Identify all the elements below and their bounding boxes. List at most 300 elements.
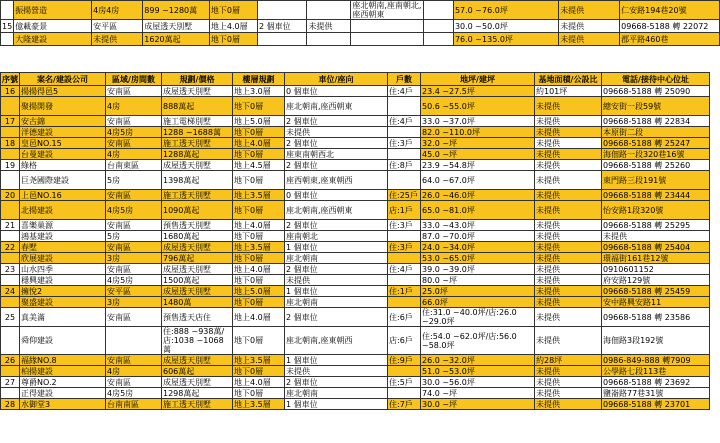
table-cell [424, 20, 454, 33]
table-cell: 23.4 ~27.5坪 [421, 86, 535, 97]
table-cell: 地上4.0層 [233, 308, 285, 327]
table-cell: 住:5戶 [388, 377, 421, 388]
table-cell: 3房 [106, 297, 162, 308]
table-cell: 北揚建設 [20, 201, 106, 220]
column-header: 區域/房間數 [106, 73, 162, 86]
table-cell: 正得建設 [20, 388, 106, 399]
table-cell: 住:25戶 [388, 190, 421, 201]
table-cell: 57.0 ~76.0坪 [453, 1, 558, 20]
table-cell: 33.0 ~37.0坪 [421, 116, 535, 127]
table-cell: 地下0層 [233, 275, 285, 286]
table-cell [106, 327, 162, 355]
table-cell: 地上4.5層 [233, 160, 285, 171]
table-cell: 1090萬起 [162, 201, 233, 220]
table-cell: 成屋透天別墅 [162, 286, 233, 297]
table-cell [351, 33, 424, 46]
table-cell: 地上3.5層 [233, 399, 285, 410]
table-header-row [1, 73, 710, 86]
table-cell: 15 [2, 21, 13, 31]
column-header: 電話/接待中心位址 [602, 73, 710, 86]
table-cell: 住:7戶 [388, 399, 421, 410]
table-cell [1, 231, 20, 242]
table-cell: 未提供 [535, 388, 602, 399]
table-cell: 18 [1, 138, 20, 149]
table-cell: 09668-5188 轉 25247 [602, 138, 710, 149]
table-cell [351, 20, 424, 33]
table-cell: 喜樂巢源 [20, 220, 106, 231]
table-row [1, 399, 710, 410]
table-cell: 仁安路194巷20號 [620, 1, 720, 20]
table-cell: 海佃路3段192號 [602, 327, 710, 355]
table-cell: 1298萬起 [162, 388, 233, 399]
table-cell: 施工透天別墅 [162, 138, 233, 149]
listing-table [0, 72, 710, 410]
table-cell [257, 1, 306, 20]
table-cell: 怡安路1段320號 [602, 201, 710, 220]
table-cell [1, 275, 20, 286]
table-cell: 未提供 [285, 275, 388, 286]
table-cell: 地上3.5層 [233, 355, 285, 366]
table-cell: 聚盛建設 [20, 297, 106, 308]
table-cell: 地下0層 [209, 1, 257, 20]
table-cell: 座東南朝西北 [285, 149, 388, 160]
table-cell: 地上3.5層 [233, 190, 285, 201]
table-cell: 未提供 [559, 20, 620, 33]
column-header: 案名/建設公司 [20, 73, 106, 86]
table-cell [388, 297, 421, 308]
table-cell: 安古錦 [20, 116, 106, 127]
column-header: 規劃/價格 [162, 73, 233, 86]
table-cell: 未提供 [535, 138, 602, 149]
table-cell: 住:6戶 [388, 308, 421, 327]
table-cell [1, 388, 20, 399]
table-cell: 大隆建設 [14, 33, 92, 46]
table-cell: 預售透天別墅 [162, 220, 233, 231]
table-row [1, 388, 710, 399]
table-cell: 地下0層 [233, 231, 285, 242]
table-cell: 地上4.0層 [233, 264, 285, 275]
table-cell: 22 [1, 242, 20, 253]
column-header: 樓層規劃 [233, 73, 285, 86]
table-cell: 5房 [106, 231, 162, 242]
table-row [1, 201, 710, 220]
table-cell [1, 127, 20, 138]
table-cell: 4房5房 [106, 275, 162, 286]
table-cell: 安南區 [106, 220, 162, 231]
table-row [1, 1, 720, 20]
table-cell: 09668-5188 轉 25295 [602, 220, 710, 231]
table-cell: 未提供 [535, 327, 602, 355]
table-cell [424, 1, 454, 20]
table-cell: 未提供 [559, 1, 620, 20]
table-cell: 未提供 [285, 127, 388, 138]
table-cell: 0 個車位 [285, 190, 388, 201]
table-row [1, 86, 710, 97]
table-cell [388, 127, 421, 138]
table-cell: 座西朝東,座東朝西 [285, 171, 388, 190]
table-cell [388, 171, 421, 190]
table-cell: 2 個車位 [285, 160, 388, 171]
table-cell: 未提供 [535, 264, 602, 275]
table-cell: 09668-5188 轉 25404 [602, 242, 710, 253]
table-cell: 26 [1, 355, 20, 366]
table-cell: 穩興建設 [20, 275, 106, 286]
table-cell: 上邑NO.16 [20, 190, 106, 201]
table-row [1, 20, 720, 33]
table-cell [1, 366, 20, 377]
table-cell: 25 [1, 308, 20, 327]
table-row [1, 149, 710, 160]
table-cell: 30.0 ~坪 [421, 399, 535, 410]
column-header: 基地面積/公設比 [535, 73, 602, 86]
top-partial-table [0, 0, 720, 46]
table-cell: 聚揚開發 [20, 97, 106, 116]
table-cell [388, 366, 421, 377]
table-cell: 舜仰建設 [20, 327, 106, 355]
table-cell: 1680萬起 [162, 231, 233, 242]
table-cell: 未提供 [307, 20, 351, 33]
table-cell: 未提供 [535, 253, 602, 264]
table-cell: 未提供 [535, 160, 602, 171]
table-cell: 成屋透天別墅 [143, 20, 210, 33]
table-cell: 安南區 [106, 138, 162, 149]
table-cell: 揚揚得邑5 [20, 86, 106, 97]
table-cell: 座北朝南,座西朝東 [285, 97, 388, 116]
table-cell: 未提供 [285, 366, 388, 377]
table-row [1, 366, 710, 377]
table-cell: 26.0 ~32.0坪 [421, 355, 535, 366]
table-cell: 74.0 ~坪 [421, 388, 535, 399]
table-row [1, 160, 710, 171]
table-cell: 19 [1, 160, 20, 171]
table-cell: 安南區 [106, 190, 162, 201]
table-cell: 53.0 ~65.0坪 [421, 253, 535, 264]
table-cell: 安南區 [106, 86, 162, 97]
column-header: 序號 [2, 74, 18, 84]
table-cell: 21 [1, 220, 20, 231]
table-cell: 府安路129號 [602, 275, 710, 286]
table-cell: 地下0層 [233, 297, 285, 308]
table-cell [388, 275, 421, 286]
table-row [1, 308, 710, 327]
table-cell [388, 97, 421, 116]
table-cell: 地下0層 [233, 149, 285, 160]
table-cell: 東門路三段191號 [602, 171, 710, 190]
table-cell: 2 個車位 [285, 377, 388, 388]
table-cell: 本原街二段 [602, 127, 710, 138]
table-cell: 山水四季 [20, 264, 106, 275]
table-cell: 地下0層 [209, 33, 257, 46]
table-cell: 4房5房 [106, 127, 162, 138]
table-cell: 606萬起 [162, 366, 233, 377]
table-cell: 地上3.5層 [233, 242, 285, 253]
table-cell: 成屋透天別墅 [162, 264, 233, 275]
column-header: 戶數 [388, 73, 421, 86]
table-cell [1, 171, 20, 190]
table-cell: 安南區 [106, 308, 162, 327]
table-cell: 未提供 [535, 308, 602, 327]
table-cell: 皇邑NO.15 [20, 138, 106, 149]
table-cell: 地下0層 [233, 127, 285, 138]
table-cell: 振揚營造 [14, 1, 92, 20]
table-cell: 台南南區 [106, 399, 162, 410]
table-cell: 64.0 ~67.0坪 [421, 171, 535, 190]
table-cell: 地下0層 [233, 388, 285, 399]
table-cell: 未提供 [559, 33, 620, 46]
table-cell: 2 個車位 [257, 20, 306, 33]
table-cell: 4房 [106, 97, 162, 116]
table-cell [388, 388, 421, 399]
table-cell: 80.0 ~坪 [421, 275, 535, 286]
table-cell: 安南區 [106, 355, 162, 366]
table-cell: 45.0 ~坪 [421, 149, 535, 160]
table-cell: 安南區 [106, 116, 162, 127]
table-row [1, 264, 710, 275]
table-cell: 24.0 ~34.0坪 [421, 242, 535, 253]
table-cell: 39.0 ~39.0坪 [421, 264, 535, 275]
table-cell: 未提供 [535, 286, 602, 297]
table-row [1, 355, 710, 366]
table-cell: 環福街161巷12號 [602, 253, 710, 264]
table-cell [424, 33, 454, 46]
table-cell: 座北朝南 [285, 388, 388, 399]
table-cell: 地上5.0層 [233, 116, 285, 127]
table-row [1, 190, 710, 201]
table-cell: 施工透天別墅 [162, 190, 233, 201]
table-cell: 綠格 [20, 160, 106, 171]
table-cell: 23 [1, 264, 20, 275]
table-cell [1, 149, 20, 160]
table-cell [1, 201, 20, 220]
table-cell: 2 個車位 [285, 138, 388, 149]
table-cell: 09668-5188 轉 25459 [602, 286, 710, 297]
table-cell: 地下0層 [233, 253, 285, 264]
table-cell: 未提供 [535, 275, 602, 286]
table-cell: 住:4戶 [388, 86, 421, 97]
table-cell: 地下0層 [233, 201, 285, 220]
table-cell: 20 [1, 190, 20, 201]
table-cell: 4房4房 [92, 1, 143, 20]
table-row [1, 171, 710, 190]
table-cell: 87.0 ~70.0坪 [421, 231, 535, 242]
table-row [1, 275, 710, 286]
table-cell: 1480萬 [162, 297, 233, 308]
table-cell: 50.6 ~55.0坪 [421, 97, 535, 116]
table-cell: 09668-5188 轉 22834 [602, 116, 710, 127]
table-cell: 住:8戶 [388, 160, 421, 171]
table-cell: 888萬起 [162, 97, 233, 116]
table-cell: 3房 [106, 253, 162, 264]
table-row [1, 97, 710, 116]
table-cell: 未提供 [602, 231, 710, 242]
table-cell: 住:1戶 [388, 286, 421, 297]
table-cell: 1500萬起 [162, 275, 233, 286]
table-cell: 擁悅2 [20, 286, 106, 297]
table-cell: 未提供 [535, 201, 602, 220]
table-cell [257, 33, 306, 46]
table-cell [1, 97, 20, 116]
table-cell: 26.0 ~46.0坪 [421, 190, 535, 201]
table-cell [307, 33, 351, 46]
table-cell: 安南區 [106, 264, 162, 275]
table-cell: 地上4.0層 [233, 220, 285, 231]
table-cell: 住:4戶 [388, 116, 421, 127]
table-cell: 09668-5188 轉 25260 [602, 160, 710, 171]
table-cell: 0986-849-888 轉7909 [602, 355, 710, 366]
table-cell: 1398萬起 [162, 171, 233, 190]
table-cell [1, 297, 20, 308]
table-cell: 柏揚建設 [20, 366, 106, 377]
table-cell: 安南區 [106, 242, 162, 253]
column-header: 車位/座向 [285, 73, 388, 86]
table-cell: 住:54.0 ~62.0坪/店:56.0 ~58.0坪 [421, 327, 535, 355]
table-cell: 未提供 [535, 127, 602, 138]
table-cell: 郡平路460巷 [620, 33, 720, 46]
table-cell: 欣展建設 [20, 253, 106, 264]
table-cell: 台曼建設 [20, 149, 106, 160]
table-cell [307, 1, 351, 20]
table-cell: 億載豪景 [14, 20, 92, 33]
table-cell [388, 231, 421, 242]
table-cell: 成屋透天別墅 [162, 242, 233, 253]
table-cell: 安中路興安路11 [602, 297, 710, 308]
table-cell: 安平區 [106, 286, 162, 297]
table-cell: 地下0層 [233, 171, 285, 190]
table-row [1, 297, 710, 308]
table-cell: 巨尧國際建設 [20, 171, 106, 190]
table-cell: 地上4.0層 [233, 377, 285, 388]
table-cell: 住:3戶 [388, 220, 421, 231]
table-cell: 796萬起 [162, 253, 233, 264]
table-cell: 51.0 ~53.0坪 [421, 366, 535, 377]
table-cell: 27 [1, 377, 20, 388]
table-cell: 鴻基建設 [20, 231, 106, 242]
table-cell: 住:4戶 [388, 264, 421, 275]
table-cell: 未提供 [535, 377, 602, 388]
table-cell: 4房5房 [106, 388, 162, 399]
table-cell: 28 [1, 399, 20, 410]
table-cell: 未提供 [535, 97, 602, 116]
table-cell: 地上3.0層 [233, 86, 285, 97]
table-cell: 座北朝南,座東朝西 [285, 327, 388, 355]
table-row [1, 253, 710, 264]
table-cell: 16 [1, 86, 20, 97]
table-cell: 2 個車位 [285, 308, 388, 327]
table-cell: 真美滿 [20, 308, 106, 327]
table-row [1, 220, 710, 231]
table-cell: 地上4.0層 [209, 20, 257, 33]
table-cell: 店:1戶 [388, 201, 421, 220]
table-cell: 成屋透天別墅 [162, 377, 233, 388]
table-cell: 未提供 [535, 171, 602, 190]
table-cell: 地上5.0層 [233, 286, 285, 297]
table-cell: 23.9 ~54.8坪 [421, 160, 535, 171]
table-cell: 尊爵NO.2 [20, 377, 106, 388]
table-cell: 未提供 [535, 190, 602, 201]
table-cell: 09668-5188 轉 23586 [602, 308, 710, 327]
table-cell: 1 個車位 [285, 242, 388, 253]
top-partial-body [1, 1, 720, 46]
table-cell: 座北朝南 [285, 297, 388, 308]
table-cell: 未提供 [535, 116, 602, 127]
table-cell: 座南朝北 [285, 231, 388, 242]
table-cell: 住:3戶 [388, 138, 421, 149]
table-cell: 33.0 ~43.0坪 [421, 220, 535, 231]
table-cell: 洋德建設 [20, 127, 106, 138]
table-cell: 09668-5188 轉 25090 [602, 86, 710, 97]
table-row [1, 231, 710, 242]
table-cell: 住:3戶 [388, 242, 421, 253]
table-cell: 約28坪 [535, 355, 602, 366]
table-cell: 安南區 [106, 377, 162, 388]
table-cell [1, 1, 14, 20]
table-cell: 施工透天別墅 [162, 399, 233, 410]
table-cell: 公學路七段113巷 [602, 366, 710, 377]
table-cell: 1 個車位 [285, 286, 388, 297]
table-cell: 76.0 ~135.0坪 [453, 33, 558, 46]
table-cell: 地下0層 [233, 366, 285, 377]
table-cell: 總安街一段59號 [602, 97, 710, 116]
table-cell: 5房 [106, 171, 162, 190]
column-header: 地坪/建坪 [421, 73, 535, 86]
table-cell: 82.0 ~110.0坪 [421, 127, 535, 138]
table-cell: 住:9戶 [388, 355, 421, 366]
table-cell: 1 個車位 [285, 355, 388, 366]
table-cell: 鹽崙路77巷31號 [602, 388, 710, 399]
table-cell: 未提供 [535, 242, 602, 253]
table-row [1, 116, 710, 127]
table-cell: 09668-5188 轉 23444 [602, 190, 710, 201]
table-cell [388, 149, 421, 160]
table-cell: 座北朝南,座南朝北,座西朝東 [351, 1, 424, 20]
table-cell: 福緣NO.8 [20, 355, 106, 366]
table-cell: 約101坪 [535, 86, 602, 97]
table-cell: 30.0 ~56.0坪 [421, 377, 535, 388]
table-cell: 4房 [106, 366, 162, 377]
table-cell: 成屋透天別墅 [162, 355, 233, 366]
table-cell: 成屋透天別墅 [162, 86, 233, 97]
table-cell: 成屋透天別墅 [162, 160, 233, 171]
table-cell: 未提供 [535, 399, 602, 410]
table-cell: 未提供 [535, 149, 602, 160]
table-cell: 30.0 ~50.0坪 [453, 20, 558, 33]
table-cell: 海佃路一段320巷16號 [602, 149, 710, 160]
table-row [1, 286, 710, 297]
table-cell: 32.0 ~坪 [421, 138, 535, 149]
table-cell [1, 33, 14, 46]
table-cell: 4房 [106, 149, 162, 160]
table-cell: 台南東區 [106, 160, 162, 171]
table-cell: 2 個車位 [285, 264, 388, 275]
table-row [1, 242, 710, 253]
table-cell: 春墅 [20, 242, 106, 253]
table-cell: 未提供 [535, 297, 602, 308]
table-cell [1, 327, 20, 355]
table-cell: 座北朝南 [285, 253, 388, 264]
table-cell: 預售透天店住 [162, 308, 233, 327]
table-cell: 未提供 [535, 366, 602, 377]
table-cell: 09668-5188 轉 23701 [602, 399, 710, 410]
table-cell: 水御堂3 [20, 399, 106, 410]
table-cell: 地下0層 [233, 97, 285, 116]
table-row [1, 138, 710, 149]
table-cell: 施工電梯別墅 [162, 116, 233, 127]
table-cell: 09668-5188 轉 23692 [602, 377, 710, 388]
table-cell: 2 個車位 [285, 116, 388, 127]
table-cell: 住:31.0 ~40.0坪/店:26.0 ~29.0坪 [421, 308, 535, 327]
table-cell: 66.0坪 [421, 297, 535, 308]
table-cell: 1620萬起 [143, 33, 210, 46]
